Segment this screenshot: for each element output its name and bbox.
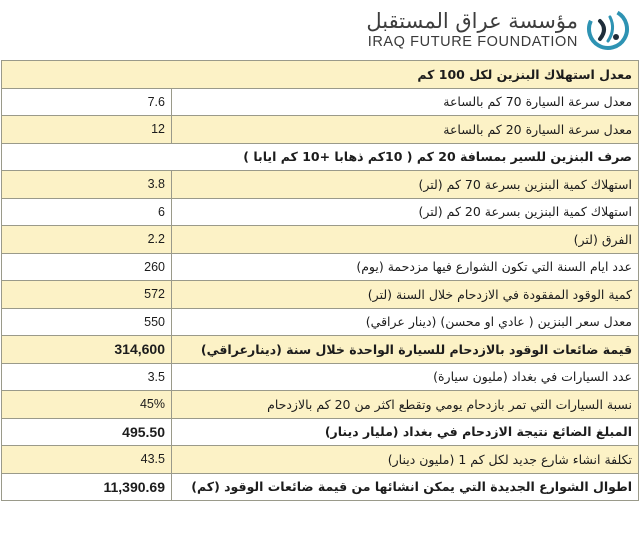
row-value: 260: [2, 253, 172, 281]
table-row: [2, 473, 639, 501]
table-row: [2, 336, 639, 364]
row-label: نسبة السيارات التي تمر بازدحام يومي وتقطع اكثر من 20 كم بالازدحام: [172, 391, 639, 419]
row-label: استهلاك كمية البنزين بسرعة 70 كم (لتر): [172, 171, 639, 199]
row-value: 6: [2, 198, 172, 226]
table-row: [2, 363, 639, 391]
logo-arabic-name: مؤسسة عراق المستقبل: [366, 9, 578, 33]
row-value: 12: [2, 116, 172, 144]
row-value: 3.8: [2, 171, 172, 199]
table-row: [2, 88, 639, 116]
row-value: 550: [2, 308, 172, 336]
table-row: [2, 418, 639, 446]
table-row: [2, 308, 639, 336]
row-label: استهلاك كمية البنزين بسرعة 20 كم (لتر): [172, 198, 639, 226]
row-value: 572: [2, 281, 172, 309]
logo: [366, 4, 630, 54]
row-label: المبلغ الضائع نتيجة الازدحام في بغداد (مليار دينار): [172, 418, 639, 446]
row-value: 11,390.69: [2, 473, 172, 501]
table-row: [2, 391, 639, 419]
logo-english-name: IRAQ FUTURE FOUNDATION: [367, 34, 578, 50]
header: [0, 0, 640, 58]
row-label: اطوال الشوارع الجديدة التي يمكن انشائها من قيمة ضائعات الوقود (كم): [172, 473, 639, 501]
row-label: معدل استهلاك البنزين لكل 100 كم: [2, 61, 639, 89]
row-label: معدل سرعة السيارة 70 كم بالساعة: [172, 88, 639, 116]
row-label: معدل سرعة السيارة 20 كم بالساعة: [172, 116, 639, 144]
row-value: 3.5: [2, 363, 172, 391]
row-label: معدل سعر البنزين ( عادي او محسن) (دينار عراقي): [172, 308, 639, 336]
logo-text: [366, 8, 578, 50]
row-value: 2.2: [2, 226, 172, 254]
table-row: [2, 198, 639, 226]
row-label: عدد السيارات في بغداد (مليون سيارة): [172, 363, 639, 391]
row-label: تكلفة انشاء شارع جديد لكل كم 1 (مليون دينار): [172, 446, 639, 474]
row-label: عدد ايام السنة التي تكون الشوارع فيها مزدحمة (يوم): [172, 253, 639, 281]
row-value: 45%: [2, 391, 172, 419]
row-value: 314,600: [2, 336, 172, 364]
row-value: 7.6: [2, 88, 172, 116]
table-row: [2, 143, 639, 171]
row-label: قيمة ضائعات الوقود بالازدحام للسيارة الواحدة خلال سنة (دينارعراقي): [172, 336, 639, 364]
table-row: [2, 446, 639, 474]
table-row: [2, 61, 639, 89]
table-row: [2, 171, 639, 199]
table-row: [2, 226, 639, 254]
row-label: صرف البنزين للسير بمسافة 20 كم ( 10كم ذهابا +10 كم ايابا ): [2, 143, 639, 171]
foundation-emblem-icon: [586, 7, 630, 51]
row-value: 43.5: [2, 446, 172, 474]
table-row: [2, 253, 639, 281]
table-row: [2, 281, 639, 309]
row-value: 495.50: [2, 418, 172, 446]
row-label: كمية الوقود المفقودة في الازدحام خلال السنة (لتر): [172, 281, 639, 309]
table-row: [2, 116, 639, 144]
fuel-waste-table: [1, 60, 639, 501]
row-label: الفرق (لتر): [172, 226, 639, 254]
